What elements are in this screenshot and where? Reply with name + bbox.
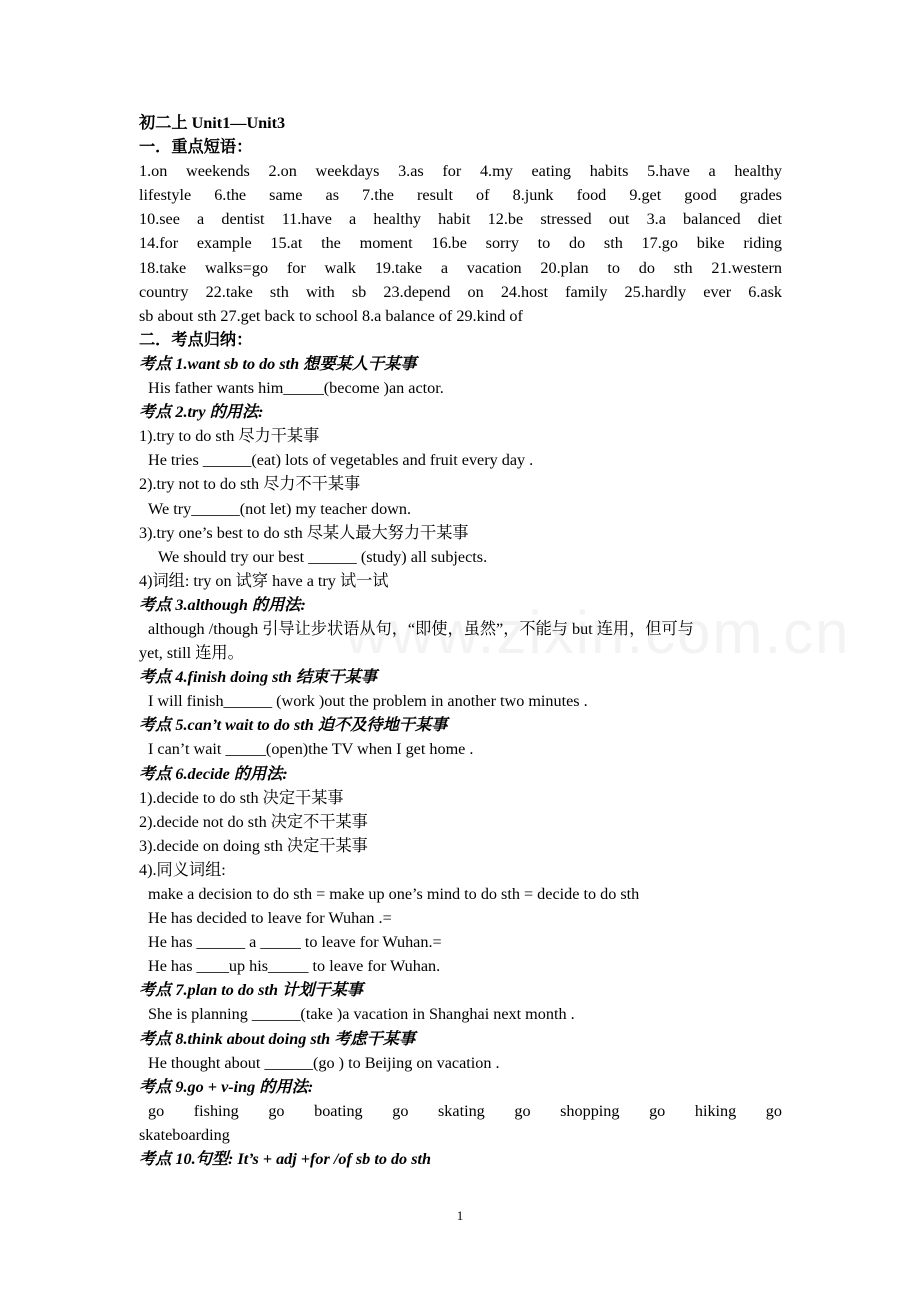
- keypoint-2-item-3: 3).try one’s best to do sth 尽某人最大努力干某事: [139, 523, 469, 542]
- keypoint-6-item-4: 4).同义词组:: [139, 860, 226, 879]
- keypoint-2-item-4: 4)词组: try on 试穿 have a try 试一试: [139, 571, 389, 590]
- keypoint-9-line-1: go fishing go boating go skating go shopping go hiking go: [148, 1101, 782, 1120]
- page-title: 初二上 Unit1—Unit3: [139, 114, 286, 132]
- keypoint-8-title: 考点 8.think about doing sth 考虑干某事: [139, 1029, 416, 1048]
- keypoint-2-example-3: We should try our best ______ (study) all subjects.: [158, 547, 488, 566]
- keypoint-6-title: 考点 6.decide 的用法:: [139, 764, 288, 783]
- section-heading-phrases: 一．重点短语：: [139, 138, 253, 157]
- keypoint-3-line-1: although /though 引导让步状语从句，“即使，虽然”，不能与 but 连用，但可与: [148, 619, 694, 638]
- keypoint-9-title: 考点 9.go + v-ing 的用法:: [139, 1077, 314, 1096]
- keypoint-3-line-2: yet, still 连用。: [139, 644, 244, 663]
- keypoint-8-example: He thought about ______(go ) to Beijing on vacation .: [148, 1053, 500, 1072]
- keypoint-6-item-1: 1).decide to do sth 决定干某事: [139, 788, 344, 807]
- keypoint-9-line-2: skateboarding: [139, 1125, 230, 1144]
- keypoint-3-title: 考点 3.although 的用法:: [139, 595, 306, 614]
- keypoint-6-item-3: 3).decide on doing sth 决定干某事: [139, 836, 368, 855]
- keypoint-2-item-2: 2).try not to do sth 尽力不干某事: [139, 475, 361, 494]
- keypoint-6-synonym-line: make a decision to do sth = make up one’s mind to do sth = decide to do sth: [148, 885, 640, 903]
- page-number: 1: [456, 1208, 464, 1223]
- keypoint-6-example-3: He has ____up his_____ to leave for Wuhan.: [148, 957, 441, 976]
- keypoint-6-example-2: He has ______ a _____ to leave for Wuhan.=: [148, 933, 442, 952]
- phrase-line-3: 10.see a dentist 11.have a healthy habit 12.be stressed out 3.a balanced diet: [139, 210, 782, 229]
- phrase-line-1: 1.on weekends 2.on weekdays 3.as for 4.my eating habits 5.have a healthy: [139, 162, 782, 181]
- keypoint-7-title: 考点 7.plan to do sth 计划干某事: [139, 981, 363, 1000]
- keypoint-6-example-1: He has decided to leave for Wuhan .=: [148, 909, 392, 928]
- keypoint-1-example: His father wants him_____(become )an actor.: [148, 379, 444, 398]
- phrase-line-2: lifestyle 6.the same as 7.the result of 8.junk food 9.get good grades: [139, 186, 782, 205]
- keypoint-4-title: 考点 4.finish doing sth 结束干某事: [139, 668, 377, 687]
- keypoint-7-example: She is planning ______(take )a vacation in Shanghai next month .: [148, 1005, 575, 1024]
- keypoint-5-title: 考点 5.can’t wait to do sth 迫不及待地干某事: [139, 716, 448, 735]
- keypoint-2-item-1: 1).try to do sth 尽力干某事: [139, 427, 320, 446]
- watermark: [345, 598, 850, 667]
- keypoint-1-title: 考点 1.want sb to do sth 想要某人干某事: [139, 354, 417, 373]
- keypoint-10-title: 考点 10.句型: It’s + adj +for /of sb to do sth: [139, 1150, 431, 1169]
- phrase-line-4: 14.for example 15.at the moment 16.be sorry to do sth 17.go bike riding: [139, 234, 782, 253]
- section-heading-keypoints: 二．考点归纳：: [139, 330, 253, 349]
- keypoint-4-example: I will finish______ (work )out the problem in another two minutes .: [148, 692, 588, 711]
- keypoint-2-example-1: He tries ______(eat) lots of vegetables and fruit every day .: [148, 451, 534, 470]
- keypoint-6-item-2: 2).decide not do sth 决定不干某事: [139, 812, 368, 831]
- phrase-line-5: 18.take walks=go for walk 19.take a vacation 20.plan to do sth 21.western: [139, 258, 782, 277]
- phrase-line-7: sb about sth 27.get back to school 8.a balance of 29.kind of: [139, 306, 523, 325]
- keypoint-2-title: 考点 2.try 的用法:: [139, 403, 264, 422]
- phrase-line-6: country 22.take sth with sb 23.depend on 24.host family 25.hardly ever 6.ask: [139, 282, 782, 301]
- keypoint-5-example: I can’t wait _____(open)the TV when I get home .: [148, 740, 474, 759]
- keypoint-2-example-2: We try______(not let) my teacher down.: [148, 499, 412, 518]
